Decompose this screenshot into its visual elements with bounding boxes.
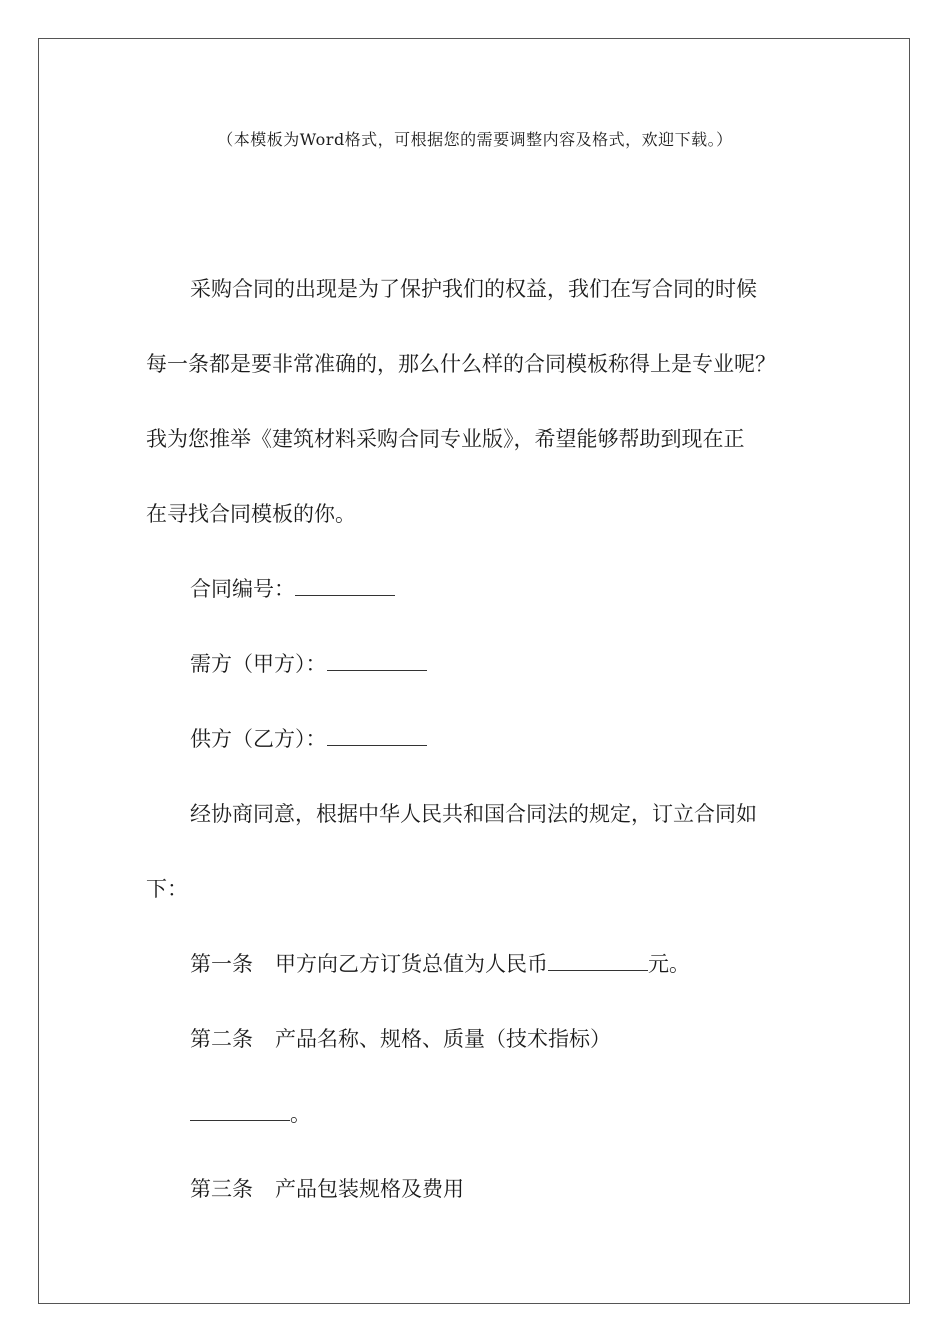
template-note: （本模板为Word格式，可根据您的需要调整内容及格式，欢迎下载。）	[217, 130, 733, 149]
article-2-blank[interactable]	[190, 1102, 290, 1121]
preamble-line-2: 下：	[146, 877, 188, 901]
page-frame	[38, 38, 910, 1304]
buyer-blank[interactable]	[327, 652, 427, 671]
article-3	[190, 1175, 464, 1203]
article-2	[190, 1025, 611, 1053]
article-1-number: 第一条	[190, 952, 253, 976]
article-1-suffix: 元。	[648, 952, 690, 976]
buyer-field	[190, 650, 427, 678]
seller-field	[190, 725, 427, 753]
seller-label: 供方（乙方）：	[190, 727, 327, 751]
article-3-text: 产品包装规格及费用	[275, 1177, 464, 1201]
article-1-text: 甲方向乙方订货总值为人民币	[275, 952, 548, 976]
intro-line-2: 每一条都是要非常准确的，那么什么样的合同模板称得上是专业呢？	[146, 352, 776, 376]
article-1-amount-blank[interactable]	[548, 952, 648, 971]
contract-number-label: 合同编号：	[190, 577, 295, 601]
intro-line-1: 采购合同的出现是为了保护我们的权益，我们在写合同的时候	[190, 277, 757, 301]
article-3-number: 第三条	[190, 1177, 253, 1201]
seller-blank[interactable]	[327, 727, 427, 746]
article-2-continuation	[190, 1100, 311, 1128]
contract-number-blank[interactable]	[295, 577, 395, 596]
buyer-label: 需方（甲方）：	[190, 652, 327, 676]
article-2-suffix: 。	[290, 1102, 311, 1126]
article-1	[190, 950, 690, 978]
article-2-number: 第二条	[190, 1027, 253, 1051]
preamble-line-1: 经协商同意，根据中华人民共和国合同法的规定，订立合同如	[190, 802, 757, 826]
intro-line-3: 我为您推举《建筑材料采购合同专业版》，希望能够帮助到现在正	[146, 427, 745, 451]
article-2-text: 产品名称、规格、质量（技术指标）	[275, 1027, 611, 1051]
contract-number-field	[190, 575, 395, 603]
intro-line-4: 在寻找合同模板的你。	[146, 502, 356, 526]
